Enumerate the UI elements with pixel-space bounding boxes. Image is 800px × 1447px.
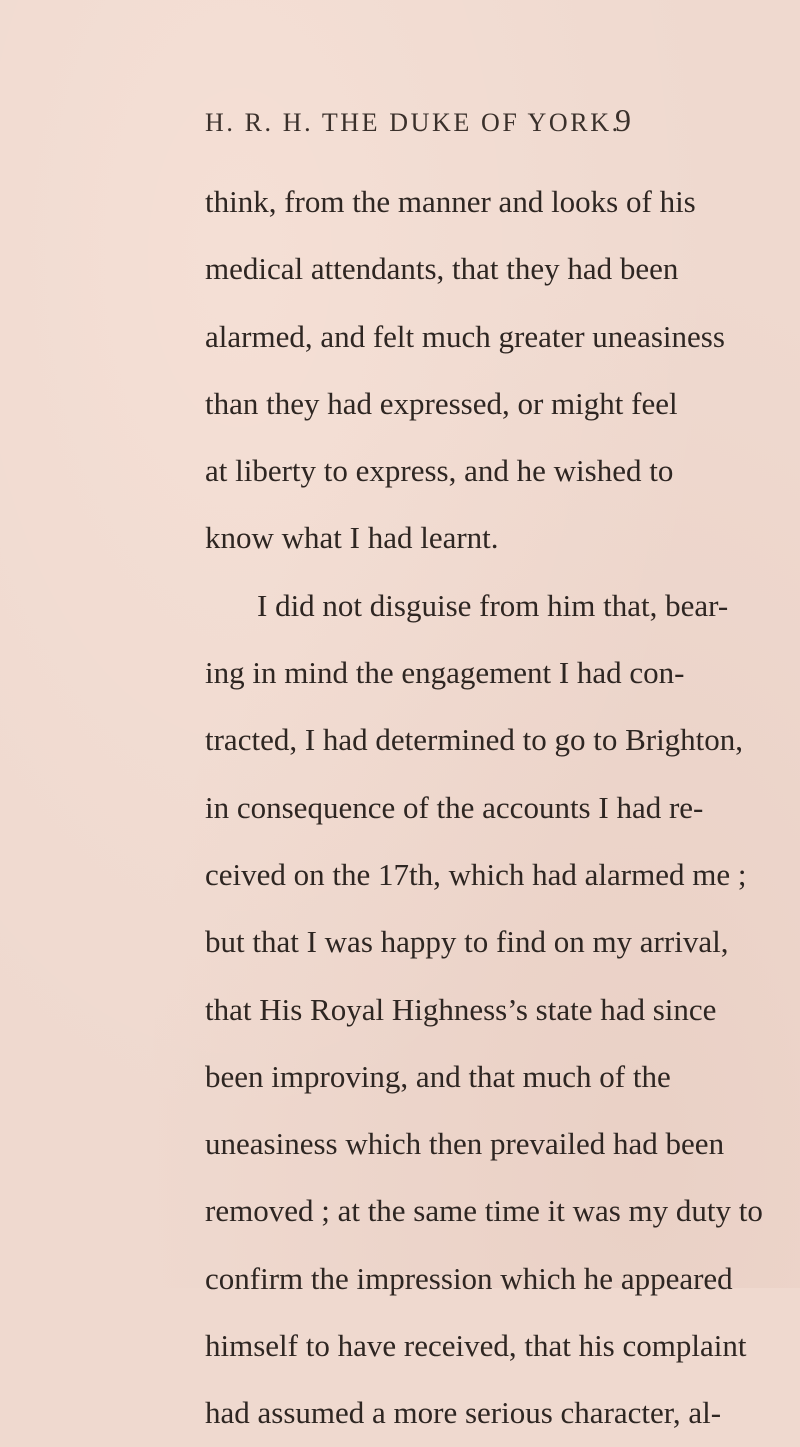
- text-line: had assumed a more serious character, al-: [205, 1395, 722, 1431]
- text-line: ing in mind the engagement I had con-: [205, 655, 685, 691]
- text-line-paragraph-end: know what I had learnt.: [205, 520, 499, 556]
- text-line: removed ; at the same time it was my duty to: [205, 1193, 763, 1229]
- text-line: in consequence of the accounts I had re-: [205, 789, 704, 825]
- body-text: [205, 168, 763, 1447]
- text-line: medical attendants, that they had been: [205, 251, 679, 287]
- text-line: at liberty to express, and he wished to: [205, 453, 674, 489]
- text-line-paragraph-start: I did not disguise from him that, bear-: [257, 587, 729, 623]
- text-line: been improving, and that much of the: [205, 1058, 671, 1094]
- text-line: confirm the impression which he appeared: [205, 1260, 733, 1296]
- text-line: himself to have received, that his complaint: [205, 1328, 747, 1364]
- text-line: alarmed, and felt much greater uneasiness: [205, 318, 725, 354]
- text-line: tracted, I had determined to go to Brighton,: [205, 722, 744, 758]
- running-head: H. R. H. THE DUKE OF YORK.: [205, 108, 621, 137]
- text-line: think, from the manner and looks of his: [205, 184, 696, 219]
- page-header: [205, 102, 635, 148]
- text-line: but that I was happy to find on my arrival,: [205, 924, 729, 960]
- text-line: uneasiness which then prevailed had been: [205, 1126, 725, 1162]
- page-number: 9: [615, 102, 631, 138]
- text-line: ceived on the 17th, which had alarmed me ;: [205, 856, 747, 892]
- text-line: that His Royal Highness’s state had since: [205, 991, 717, 1027]
- text-line: than they had expressed, or might feel: [205, 385, 678, 421]
